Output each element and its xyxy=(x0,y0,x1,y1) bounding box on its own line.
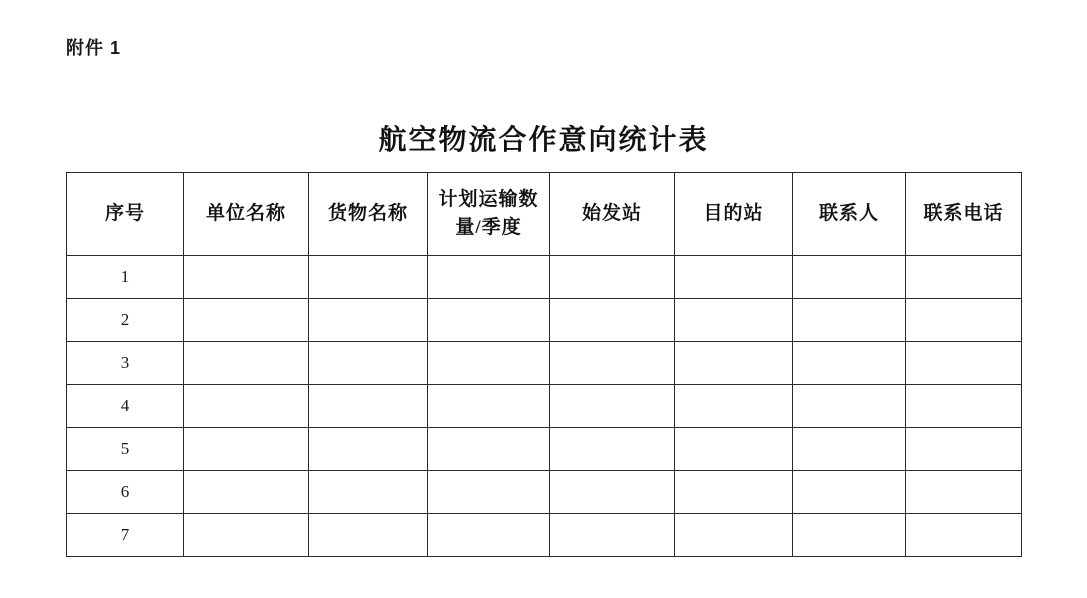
cell-index: 3 xyxy=(67,342,184,385)
column-header-unit-name-label: 单位名称 xyxy=(205,203,286,225)
table-row xyxy=(67,299,1022,342)
cell-planned-volume[interactable] xyxy=(428,514,550,557)
cell-planned-volume[interactable] xyxy=(428,428,550,471)
cell-unit-name[interactable] xyxy=(184,471,309,514)
cell-index: 6 xyxy=(67,471,184,514)
cell-destination-station[interactable] xyxy=(675,385,793,428)
cell-goods-name[interactable] xyxy=(309,342,428,385)
table-header-row xyxy=(67,173,1022,256)
table-row xyxy=(67,385,1022,428)
cell-contact-person[interactable] xyxy=(793,471,906,514)
cell-destination-station[interactable] xyxy=(675,342,793,385)
column-header-index-label: 序号 xyxy=(104,203,145,225)
cell-goods-name[interactable] xyxy=(309,256,428,299)
cell-planned-volume[interactable] xyxy=(428,385,550,428)
column-header-unit-name xyxy=(184,173,309,256)
cell-contact-phone[interactable] xyxy=(906,428,1022,471)
cell-unit-name[interactable] xyxy=(184,514,309,557)
cell-contact-person[interactable] xyxy=(793,299,906,342)
column-header-destination-station-label: 目的站 xyxy=(703,203,764,225)
cell-origin-station[interactable] xyxy=(550,385,675,428)
cell-contact-person[interactable] xyxy=(793,385,906,428)
table-row xyxy=(67,471,1022,514)
cell-destination-station[interactable] xyxy=(675,256,793,299)
cell-destination-station[interactable] xyxy=(675,514,793,557)
cell-origin-station[interactable] xyxy=(550,514,675,557)
cell-destination-station[interactable] xyxy=(675,471,793,514)
cell-index: 4 xyxy=(67,385,184,428)
cell-contact-phone[interactable] xyxy=(906,299,1022,342)
cell-destination-station[interactable] xyxy=(675,428,793,471)
column-header-origin-station-label: 始发站 xyxy=(581,203,642,225)
statistics-table xyxy=(66,172,1022,557)
cell-contact-person[interactable] xyxy=(793,428,906,471)
page-title: 航空物流合作意向统计表 xyxy=(378,125,709,156)
column-header-planned-volume-label: 计划运输数量/季度 xyxy=(438,189,539,238)
table-row xyxy=(67,428,1022,471)
cell-index: 7 xyxy=(67,514,184,557)
cell-goods-name[interactable] xyxy=(309,299,428,342)
cell-contact-person[interactable] xyxy=(793,514,906,557)
cell-origin-station[interactable] xyxy=(550,428,675,471)
column-header-destination-station xyxy=(675,173,793,256)
table-body xyxy=(67,256,1022,557)
cell-contact-phone[interactable] xyxy=(906,471,1022,514)
column-header-contact-person xyxy=(793,173,906,256)
cell-index: 1 xyxy=(67,256,184,299)
cell-goods-name[interactable] xyxy=(309,514,428,557)
cell-goods-name[interactable] xyxy=(309,385,428,428)
cell-origin-station[interactable] xyxy=(550,471,675,514)
column-header-contact-phone-label: 联系电话 xyxy=(923,203,1004,225)
column-header-goods-name-label: 货物名称 xyxy=(327,203,408,225)
cell-unit-name[interactable] xyxy=(184,385,309,428)
table-row xyxy=(67,256,1022,299)
table-header xyxy=(67,173,1022,256)
cell-unit-name[interactable] xyxy=(184,428,309,471)
cell-planned-volume[interactable] xyxy=(428,342,550,385)
cell-contact-person[interactable] xyxy=(793,342,906,385)
table-row xyxy=(67,342,1022,385)
cell-unit-name[interactable] xyxy=(184,256,309,299)
cell-origin-station[interactable] xyxy=(550,299,675,342)
cell-contact-phone[interactable] xyxy=(906,514,1022,557)
table-row xyxy=(67,514,1022,557)
statistics-table-container xyxy=(66,172,1021,557)
column-header-origin-station xyxy=(550,173,675,256)
cell-contact-person[interactable] xyxy=(793,256,906,299)
cell-unit-name[interactable] xyxy=(184,299,309,342)
cell-planned-volume[interactable] xyxy=(428,471,550,514)
column-header-goods-name xyxy=(309,173,428,256)
cell-origin-station[interactable] xyxy=(550,256,675,299)
cell-contact-phone[interactable] xyxy=(906,342,1022,385)
cell-contact-phone[interactable] xyxy=(906,256,1022,299)
cell-goods-name[interactable] xyxy=(309,471,428,514)
cell-goods-name[interactable] xyxy=(309,428,428,471)
column-header-contact-person-label: 联系人 xyxy=(818,203,879,225)
cell-contact-phone[interactable] xyxy=(906,385,1022,428)
column-header-contact-phone xyxy=(906,173,1022,256)
column-header-planned-volume xyxy=(428,173,550,256)
column-header-index xyxy=(67,173,184,256)
cell-index: 2 xyxy=(67,299,184,342)
attachment-label: 附件 1 xyxy=(66,38,122,58)
cell-unit-name[interactable] xyxy=(184,342,309,385)
cell-planned-volume[interactable] xyxy=(428,299,550,342)
cell-origin-station[interactable] xyxy=(550,342,675,385)
cell-index: 5 xyxy=(67,428,184,471)
cell-destination-station[interactable] xyxy=(675,299,793,342)
cell-planned-volume[interactable] xyxy=(428,256,550,299)
